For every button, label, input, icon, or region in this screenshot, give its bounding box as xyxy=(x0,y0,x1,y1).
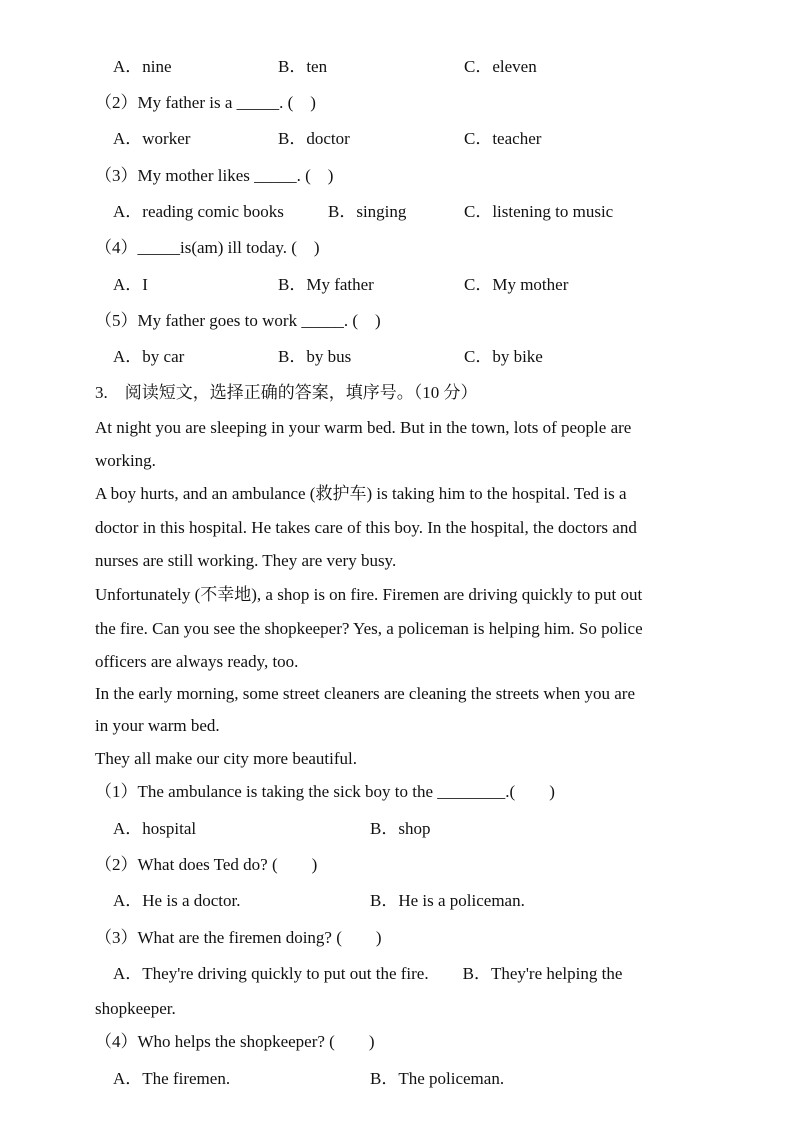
q3-4-stem: （4）Who helps the shopkeeper? ( ) xyxy=(95,1032,375,1051)
q2-4-options xyxy=(113,275,753,295)
q3-3-option-wrap: shopkeeper. xyxy=(95,999,176,1018)
option-b: B．singing xyxy=(328,202,407,221)
q2-2-options xyxy=(113,129,753,149)
option-b: B．ten xyxy=(278,57,328,76)
option-c: C．teacher xyxy=(464,129,542,148)
option-a: A．by car xyxy=(113,347,185,366)
option-a: A．The firemen. xyxy=(113,1069,231,1088)
q2-2-stem: （2）My father is a _____. ( ) xyxy=(95,93,316,112)
passage-line: officers are always ready, too. xyxy=(95,652,299,671)
q3-4-options xyxy=(113,1069,753,1089)
option-a: A．He is a doctor. xyxy=(113,891,241,910)
passage-line: At night you are sleeping in your warm bed. But in the town, lots of people are xyxy=(95,418,632,437)
q3-1-options xyxy=(113,819,753,839)
option-b: B．The policeman. xyxy=(370,1069,505,1088)
q3-2-options xyxy=(113,891,753,911)
section-3-heading: 3. 阅读短文，选择正确的答案，填序号。（10 分） xyxy=(95,383,478,402)
passage-line: In the early morning, some street cleaners are cleaning the streets when you are xyxy=(95,684,635,703)
q3-2-stem: （2）What does Ted do? ( ) xyxy=(95,855,318,874)
passage-line: Unfortunately (不幸地), a shop is on fire. Firemen are driving quickly to put out xyxy=(95,585,643,604)
option-c: C．My mother xyxy=(464,275,569,294)
option-a: A．hospital xyxy=(113,819,197,838)
passage-line: They all make our city more beautiful. xyxy=(95,749,357,768)
option-a: A．nine xyxy=(113,57,172,76)
passage-line: the fire. Can you see the shopkeeper? Yes, a policeman is helping him. So police xyxy=(95,619,643,638)
option-b: B．by bus xyxy=(278,347,352,366)
passage-line: nurses are still working. They are very busy. xyxy=(95,551,397,570)
passage-line: doctor in this hospital. He takes care of this boy. In the hospital, the doctors and xyxy=(95,518,637,537)
q2-3-stem: （3）My mother likes _____. ( ) xyxy=(95,166,334,185)
option-c: C．listening to music xyxy=(464,202,614,221)
q2-5-options xyxy=(113,347,753,367)
q3-3-options: A．They're driving quickly to put out the fire. B．They're helping the xyxy=(113,964,623,983)
option-a: A．reading comic books xyxy=(113,202,284,221)
q3-3-stem: （3）What are the firemen doing? ( ) xyxy=(95,928,382,947)
q2-5-stem: （5）My father goes to work _____. ( ) xyxy=(95,311,381,330)
q3-1-stem: （1）The ambulance is taking the sick boy to the ________.( ) xyxy=(95,782,555,801)
option-b: B．doctor xyxy=(278,129,350,148)
option-b: B．He is a policeman. xyxy=(370,891,525,910)
q2-4-stem: （4）_____is(am) ill today. ( ) xyxy=(95,238,320,257)
passage-line: working. xyxy=(95,451,156,470)
q2-3-options xyxy=(113,202,753,222)
q2-1-options xyxy=(113,57,753,77)
option-b: B．My father xyxy=(278,275,374,294)
option-a: A．I xyxy=(113,275,148,294)
option-b: B．shop xyxy=(370,819,431,838)
option-c: C．eleven xyxy=(464,57,537,76)
passage-line: A boy hurts, and an ambulance (救护车) is taking him to the hospital. Ted is a xyxy=(95,484,627,503)
option-a: A．worker xyxy=(113,129,191,148)
option-c: C．by bike xyxy=(464,347,543,366)
passage-line: in your warm bed. xyxy=(95,716,220,735)
